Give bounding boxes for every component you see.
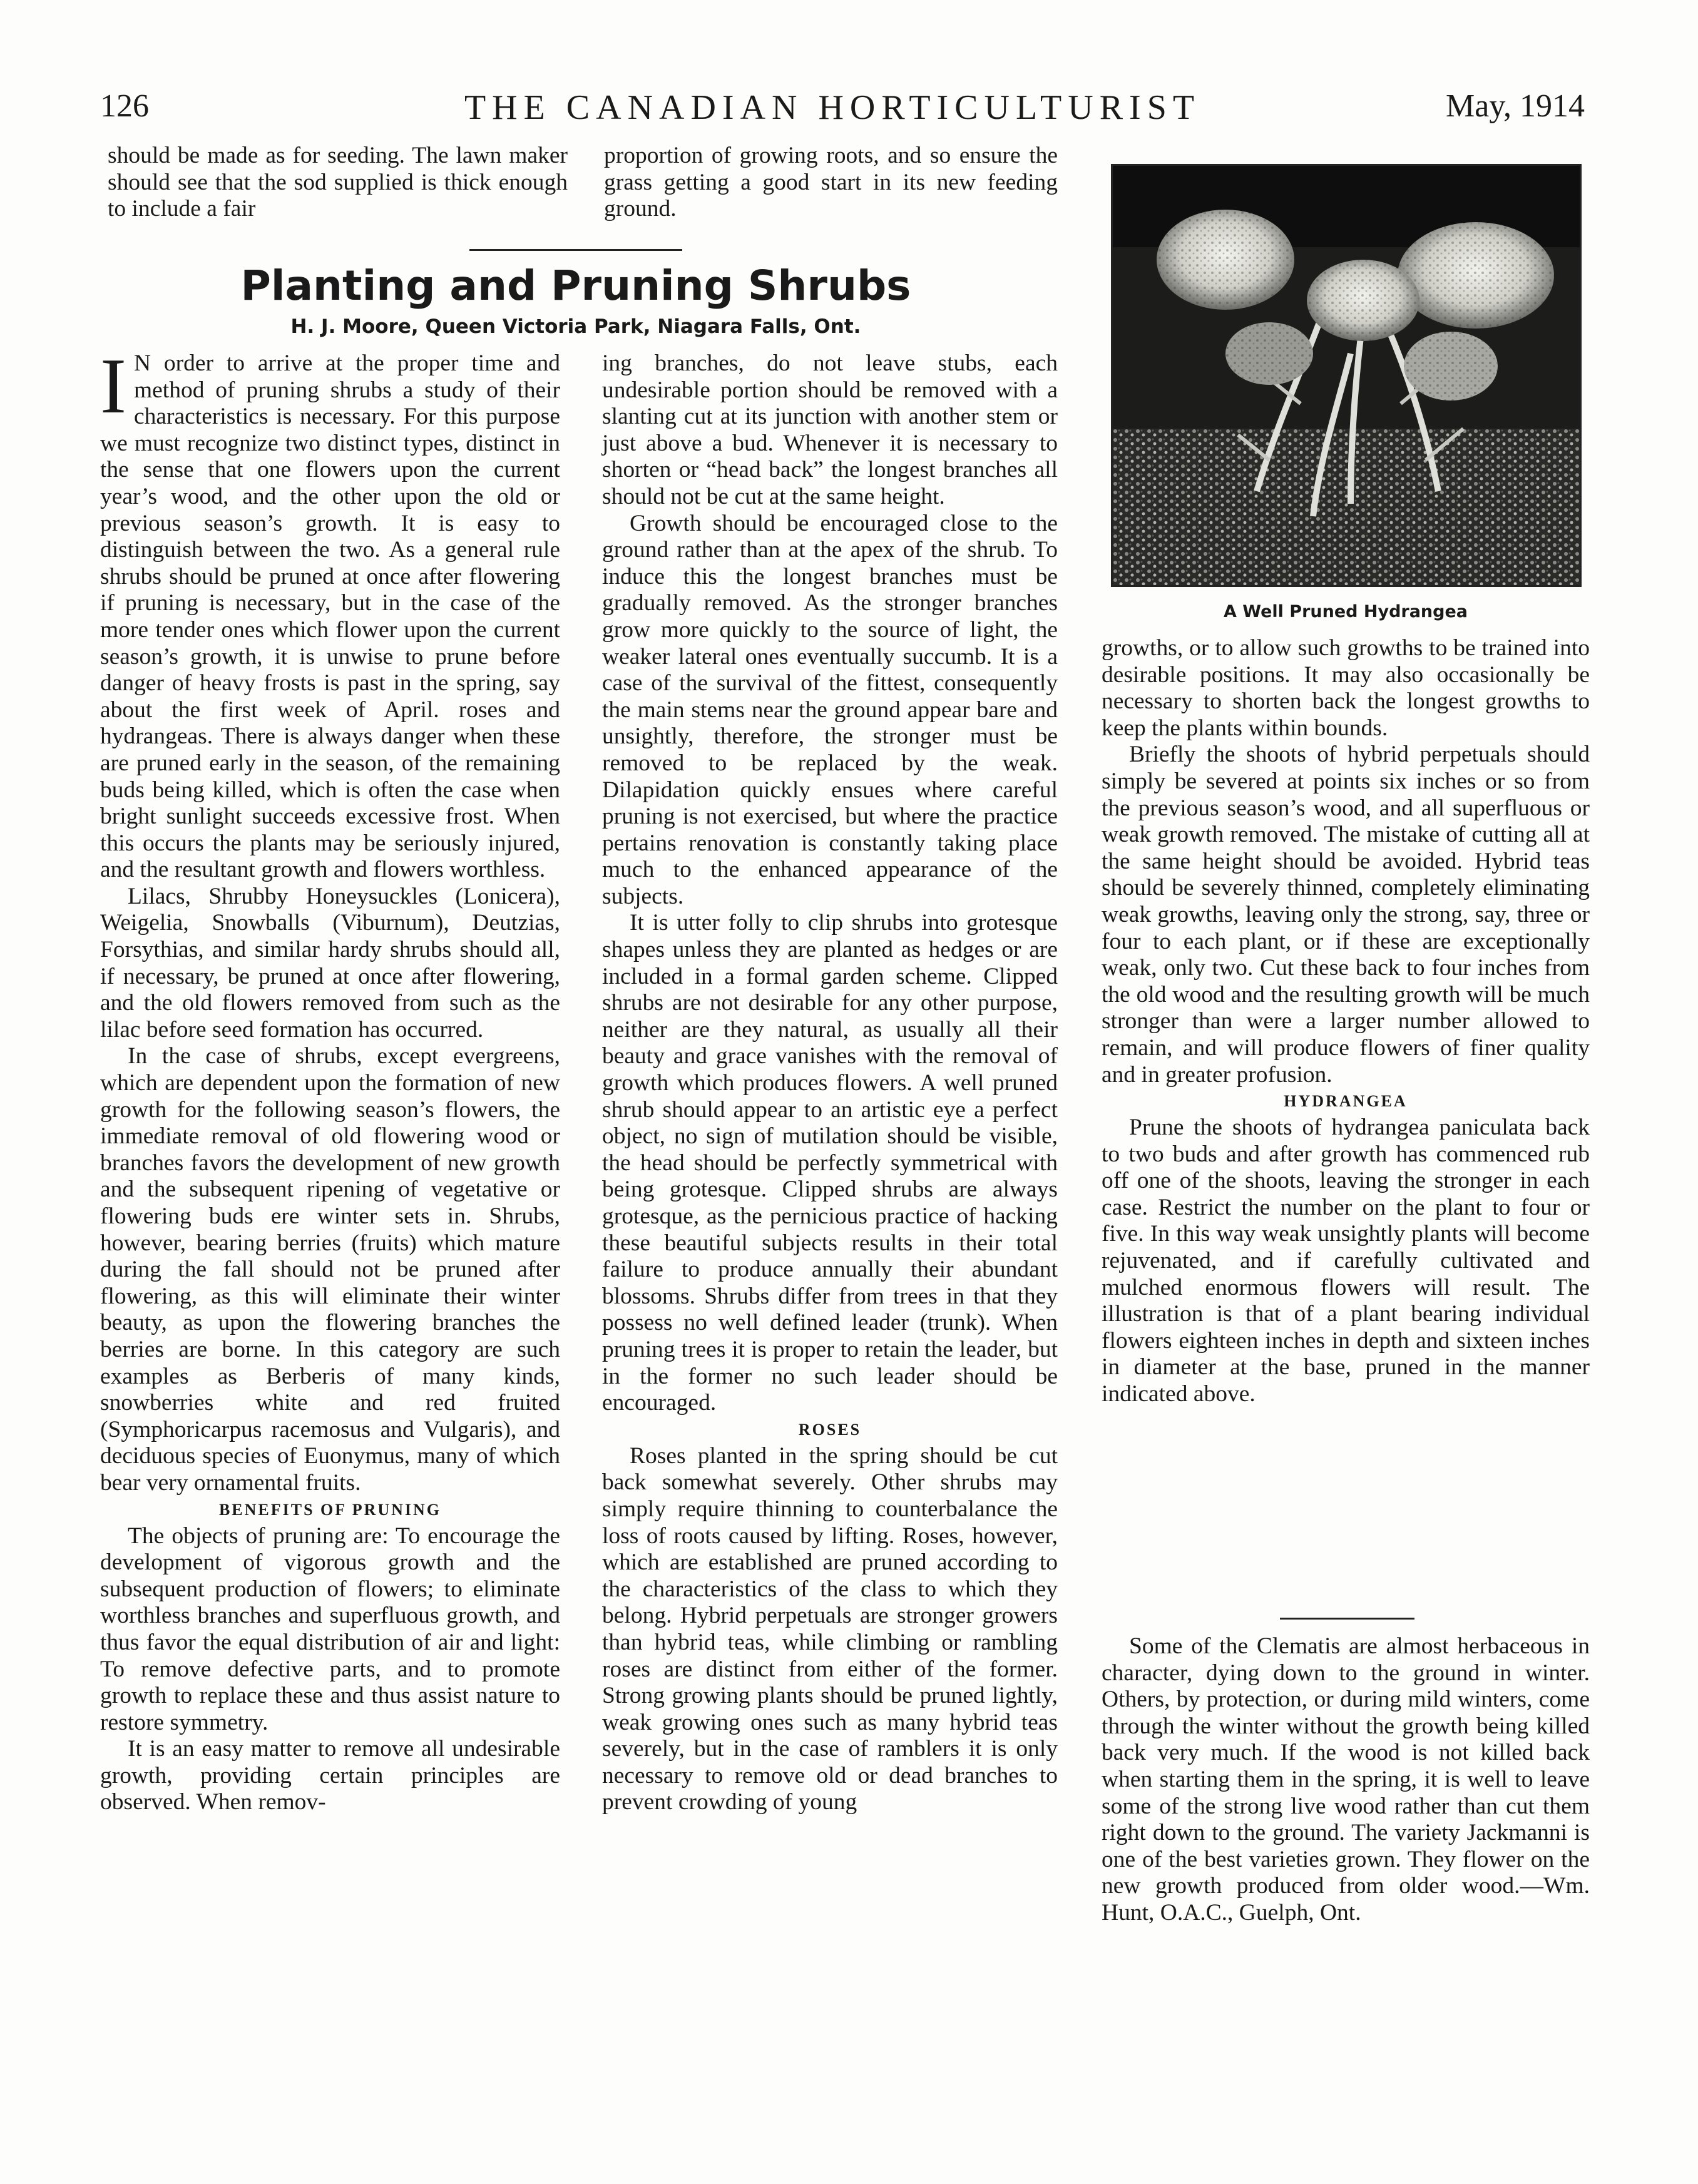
paragraph: growths, or to allow such growths to be trained into desirable positions. It may also occasionally be necessary to shorten back the longest growths to keep the plants within bounds. xyxy=(1102,635,1590,741)
section-heading: ROSES xyxy=(798,1420,862,1439)
article-column-1 xyxy=(100,343,560,1816)
paragraph: It is an easy matter to remove all undesirable growth, providing certain principles are observed. When remov- xyxy=(100,1736,560,1815)
issue-date: May, 1914 xyxy=(1446,88,1585,124)
paragraph: Growth should be encouraged close to the ground rather than at the apex of the shrub. To induce this the longest branches must be gradually removed. As the stronger branches grow more quickly to the source of light, the weaker lateral ones eventually succumb. It is a case of the survival of the fittest, consequently the main stems near the ground appear bare and unsightly, therefore, the stronger must be removed to be replaced by the weak. Dilapidation quickly ensues where careful pruning is not exercised, but where the practice pertains renovation is constantly taking place much to the enhanced appearance of the subjects. xyxy=(602,510,1058,909)
paragraph: It is utter folly to clip shrubs into grotesque shapes unless they are planted as hedges or are included in a formal garden scheme. Clipped shrubs are not desirable for any other purpose, neither are they natural, as usually all their beauty and grace vanishes with the removal of growth which produces flowers. A well pruned shrub should appear to an artistic eye a perfect object, no sign of mutilation should be visible, the head should be perfectly symmetrical with being grotesque. Clipped shrubs are always grotesque, as the pernicious practice of hacking these beautiful subjects results in their total failure to produce annually their abundant blossoms. Shrubs differ from trees in that they possess no well defined leader (trunk). When pruning trees it is proper to retain the leader, but in the former no such leader should be encouraged. xyxy=(602,910,1058,1416)
paragraph: The objects of pruning are: To encourage the development of vigorous growth and the subsequent production of flowers; to eliminate worthless branches and superfluous growth, and thus favor the equal distribution of air and light: To remove defective parts, and to promote growth to replace these and thus assist nature to restore symmetry. xyxy=(100,1523,560,1735)
clematis-note xyxy=(1102,1633,1590,1927)
paragraph: Some of the Clematis are almost herbaceous in character, dying down to the ground in winter. Others, by protection, or during mild winters, come through the winter without the growth being killed back very much. If the wood is not killed back when starting them in the spring, it is well to leave some of the strong live wood rather than cut them right down to the ground. The variety Jackmanni is one of the best varieties grown. They flower on the new growth produced from older wood.—Wm. Hunt, O.A.C., Guelph, Ont. xyxy=(1102,1633,1590,1926)
section-heading: HYDRANGEA xyxy=(1284,1092,1408,1111)
note-divider xyxy=(1280,1618,1414,1620)
paragraph: Briefly the shoots of hybrid perpetuals should simply be severed at points six inches or so from the previous season’s wood, and all superfluous or weak growth removed. The mistake of cutting all at the same height should be avoided. Hybrid teas should be severely thinned, completely eliminating weak growths, leaving only the strong, say, three or four to each plant, or if these are exceptionally weak, only two. Cut these back to four inches from the old wood and the resulting growth will be much stronger than were a larger number allowed to remain, and will produce flowers of finer quality and in greater profusion. xyxy=(1102,742,1590,1088)
article-column-2 xyxy=(602,350,1058,1816)
previous-article-tail-left xyxy=(108,143,568,223)
hydrangea-image xyxy=(1113,166,1580,585)
paragraph: proportion of growing roots, and so ensure the grass getting a good start in its new feeding ground. xyxy=(604,143,1058,222)
article-title: Planting and Pruning Shrubs xyxy=(240,262,911,310)
previous-article-tail-right xyxy=(604,143,1058,223)
drop-cap: I xyxy=(100,343,126,430)
paragraph: In the case of shrubs, except evergreens, which are dependent upon the formation of new growth for the following season’s flowers, the immediate removal of old flowering wood or branches favors the development of new growth and the subsequent ripening of vegetative or flowering buds ere winter sets in. Shrubs, however, bearing berries (fruits) which mature during the fall should not be pruned after flowering, as this will eliminate their winter beauty, as upon the flowering branches the berries are borne. In this category are such examples as Berberis of many kinds, snowberries white and red fruited (Symphoricarpus racemosus and Vulgaris), and deciduous species of Euonymus, many of which bear very ornamental fruits. xyxy=(100,1043,560,1496)
section-divider xyxy=(469,249,682,251)
section-heading: BENEFITS OF PRUNING xyxy=(218,1500,442,1519)
figure-caption: A Well Pruned Hydrangea xyxy=(1223,602,1468,621)
article-column-3 xyxy=(1102,635,1590,1408)
hydrangea-photo xyxy=(1111,164,1582,587)
publication-title: THE CANADIAN HORTICULTURIST xyxy=(464,88,1201,127)
article-byline: H. J. Moore, Queen Victoria Park, Niagara Falls, Ont. xyxy=(290,315,861,338)
paragraph: ing branches, do not leave stubs, each undesirable portion should be removed with a slanting cut at its junction with another stem or just above a bud. Whenever it is necessary to shorten or “head back” the longest branches all should not be cut at the same height. xyxy=(602,350,1058,509)
paragraph: Prune the shoots of hydrangea paniculata back to two buds and after growth has commenced rub off one of the shoots, leaving the stronger in each case. Restrict the number on the plant to four or five. In this way weak unsightly plants will become rejuvenated, and if carefully cultivated and mulched enormous flowers will result. The illustration is that of a plant bearing individual flowers eighteen inches in depth and sixteen inches in diameter at the base, pruned in the manner indicated above. xyxy=(1102,1115,1590,1407)
paragraph: should be made as for seeding. The lawn maker should see that the sod supplied is thick enough to include a fair xyxy=(108,143,568,222)
paragraph: I N order to arrive at the proper time and method of pruning shrubs a study of their characteristics is necessary. For this purpose we must recognize two distinct types, distinct in the sense that one flowers upon the current year’s wood, and the other upon the old or previous season’s growth. It is easy to distinguish between the two. As a general rule shrubs should be pruned at once after flowering if pruning is necessary, but in the case of the more tender ones which flower upon the current season’s growth, it is unwise to prune before danger of heavy frosts is past in the spring, say about the first week of April. roses and hydrangeas. There is always danger when these are pruned early in the season, of the remaining buds being killed, which is often the case when bright sunlight succeeds excessive frost. When this occurs the plants may be seriously injured, and the resultant growth and flowers worthless. xyxy=(100,343,560,883)
paragraph: Lilacs, Shrubby Honeysuckles (Lonicera), Weigelia, Snowballs (Viburnum), Deutzias, Forsythias, and similar hardy shrubs should all, if necessary, be pruned at once after flowering, and the old flowers removed from such as the lilac before seed formation has occurred. xyxy=(100,883,560,1043)
page-number: 126 xyxy=(100,88,149,124)
paragraph: Roses planted in the spring should be cut back somewhat severely. Other shrubs may simply require thinning to counterbalance the loss of roots caused by lifting. Roses, however, which are established are pruned according to the characteristics of the class to which they belong. Hybrid perpetuals are stronger growers than hybrid teas, while climbing or rambling roses are distinct from either of the former. Strong growing plants should be pruned lightly, weak growing ones such as many hybrid teas severely, but in the case of ramblers it is only necessary to remove old or dead branches to prevent crowding of young xyxy=(602,1442,1058,1815)
